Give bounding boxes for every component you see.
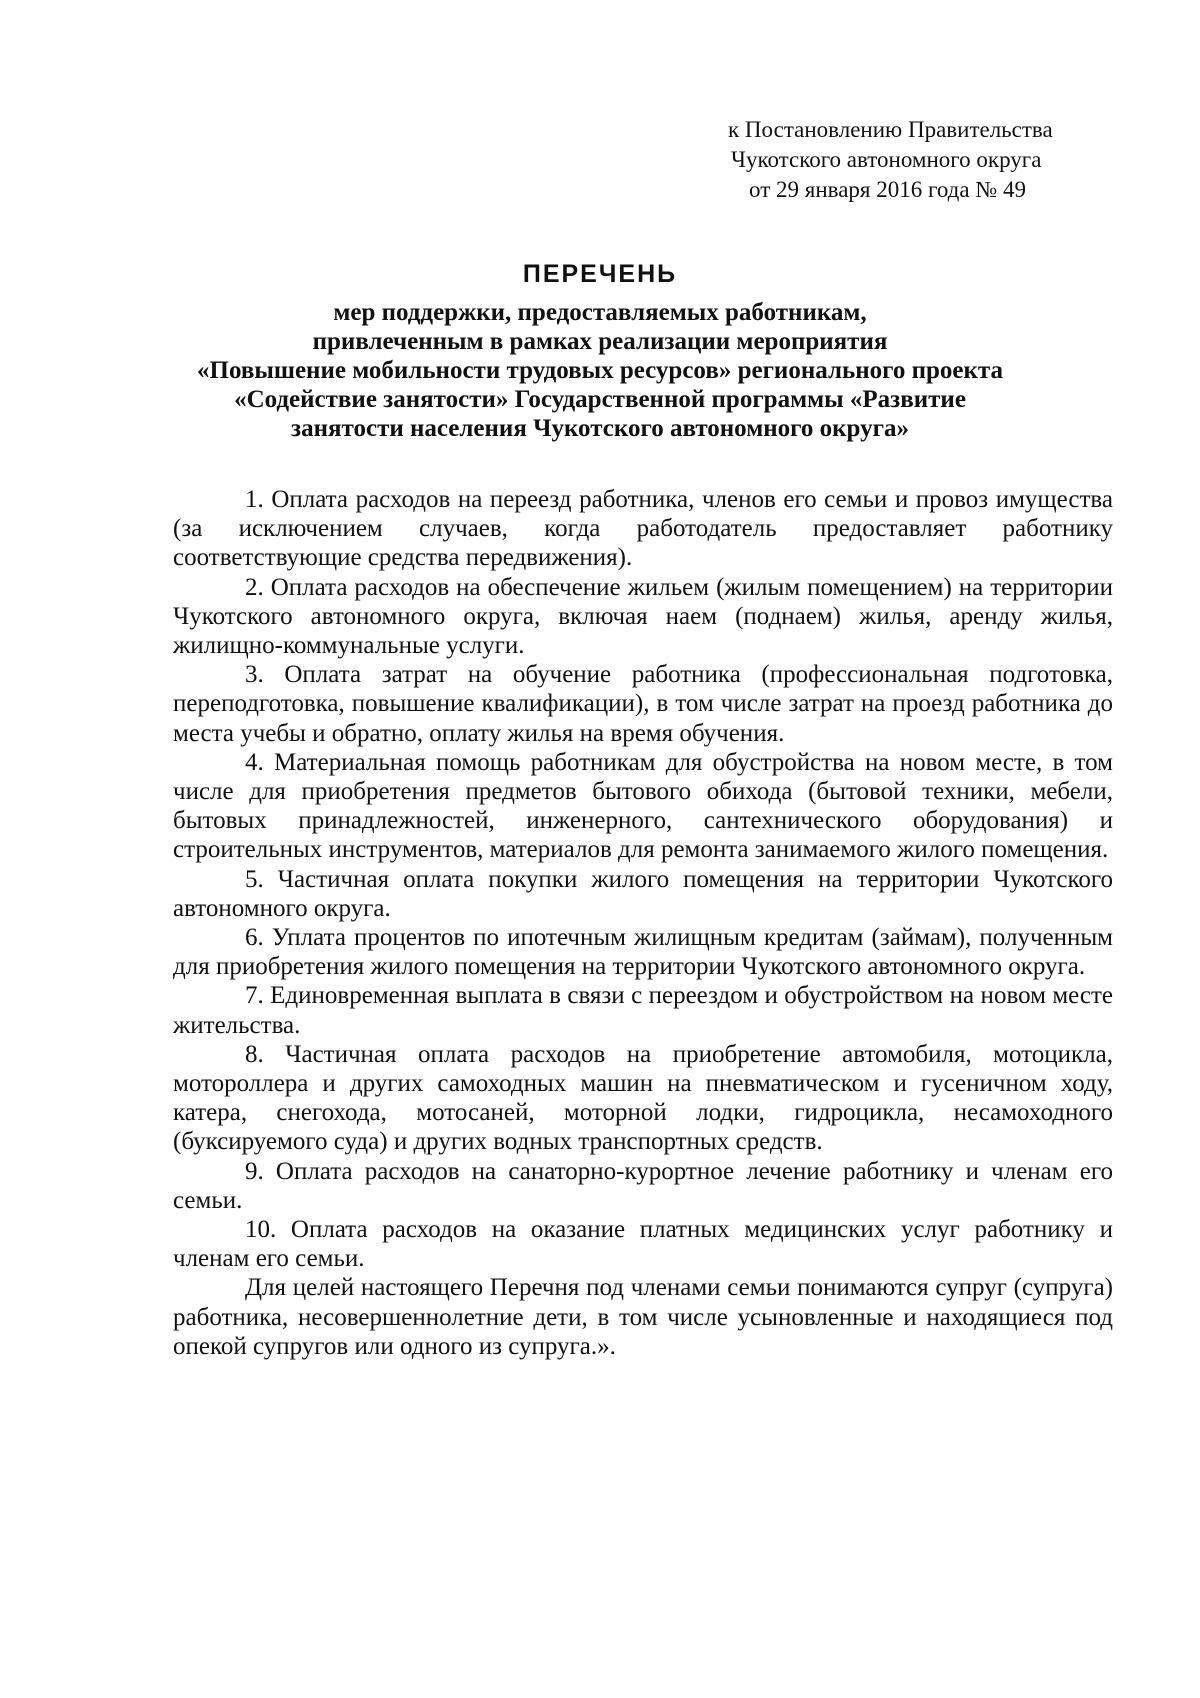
list-item-6: 6. Уплата процентов по ипотечным жилищным кредитам (займам), полученным для приобретения жилого помещения на территории Чукотского автономного округа. <box>173 924 1113 981</box>
document-subtitle-line-3: «Повышение мобильности трудовых ресурсов» регионального проекта <box>197 357 1003 384</box>
document-subtitle-line-5: занятости населения Чукотского автономного округа» <box>291 415 909 442</box>
document-subtitle-line-2: привлеченным в рамках реализации мероприятия <box>312 328 888 355</box>
list-item-2: 2. Оплата расходов на обеспечение жильем (жилым помещением) на территории Чукотского автономного округа, включая наем (поднаем) жилья, аренду жилья, жилищно-коммунальные услуги. <box>173 573 1113 660</box>
list-item-3: 3. Оплата затрат на обучение работника (профессиональная подготовка, переподготовка, повышение квалификации), в том числе затрат на проезд работника до места учебы и обратно, оплату жилья на время обучения. <box>173 661 1113 747</box>
document-subtitle-line-1: мер поддержки, предоставляемых работникам, <box>333 299 867 326</box>
list-item-7: 7. Единовременная выплата в связи с переездом и обустройством на новом месте жительства. <box>173 982 1113 1039</box>
list-item-4: 4. Материальная помощь работникам для обустройства на новом месте, в том числе для приобретения предметов бытового обихода (бытовой техники, мебели, бытовых принадлежностей, инженерного, сантехнического оборудования) и строительных инструментов, материалов для ремонта занимаемого жилого помещения. <box>173 748 1113 864</box>
list-item-5: 5. Частичная оплата покупки жилого помещения на территории Чукотского автономного округа. <box>173 865 1113 922</box>
list-item-9: 9. Оплата расходов на санаторно-курортное лечение работнику и членам его семьи. <box>173 1157 1113 1214</box>
document-subtitle-line-4: «Содействие занятости» Государственной программы «Развитие <box>234 386 966 413</box>
list-item-10: 10. Оплата расходов на оказание платных медицинских услуг работнику и членам его семьи. <box>173 1216 1113 1273</box>
resolution-reference-line-2: Чукотского автономного округа <box>731 147 1042 172</box>
document-title: ПЕРЕЧЕНЬ <box>522 260 678 288</box>
title-block <box>160 258 1040 443</box>
closing-paragraph: Для целей настоящего Перечня под членами семьи понимаются супруг (супруга) работника, несовершеннолетние дети, в том числе усыновленные и находящиеся под опекой супругов или одного из супруга.». <box>173 1274 1113 1360</box>
resolution-reference <box>728 115 1108 205</box>
support-measures-list <box>173 485 1113 1361</box>
list-item-8: 8. Частичная оплата расходов на приобретение автомобиля, мотоцикла, мотороллера и других самоходных машин на пневматическом и гусеничном ходу, катера, снегохода, мотосаней, моторной лодки, гидроцикла, несамоходного (буксируемого суда) и других водных транспортных средств. <box>173 1040 1113 1156</box>
resolution-reference-line-1: к Постановлению Правительства <box>728 117 1053 142</box>
list-item-1: 1. Оплата расходов на переезд работника, членов его семьи и провоз имущества (за исключением случаев, когда работодатель предоставляет работнику соответствующие средства передвижения). <box>173 486 1113 572</box>
resolution-reference-line-3: от 29 января 2016 года № 49 <box>749 177 1027 202</box>
